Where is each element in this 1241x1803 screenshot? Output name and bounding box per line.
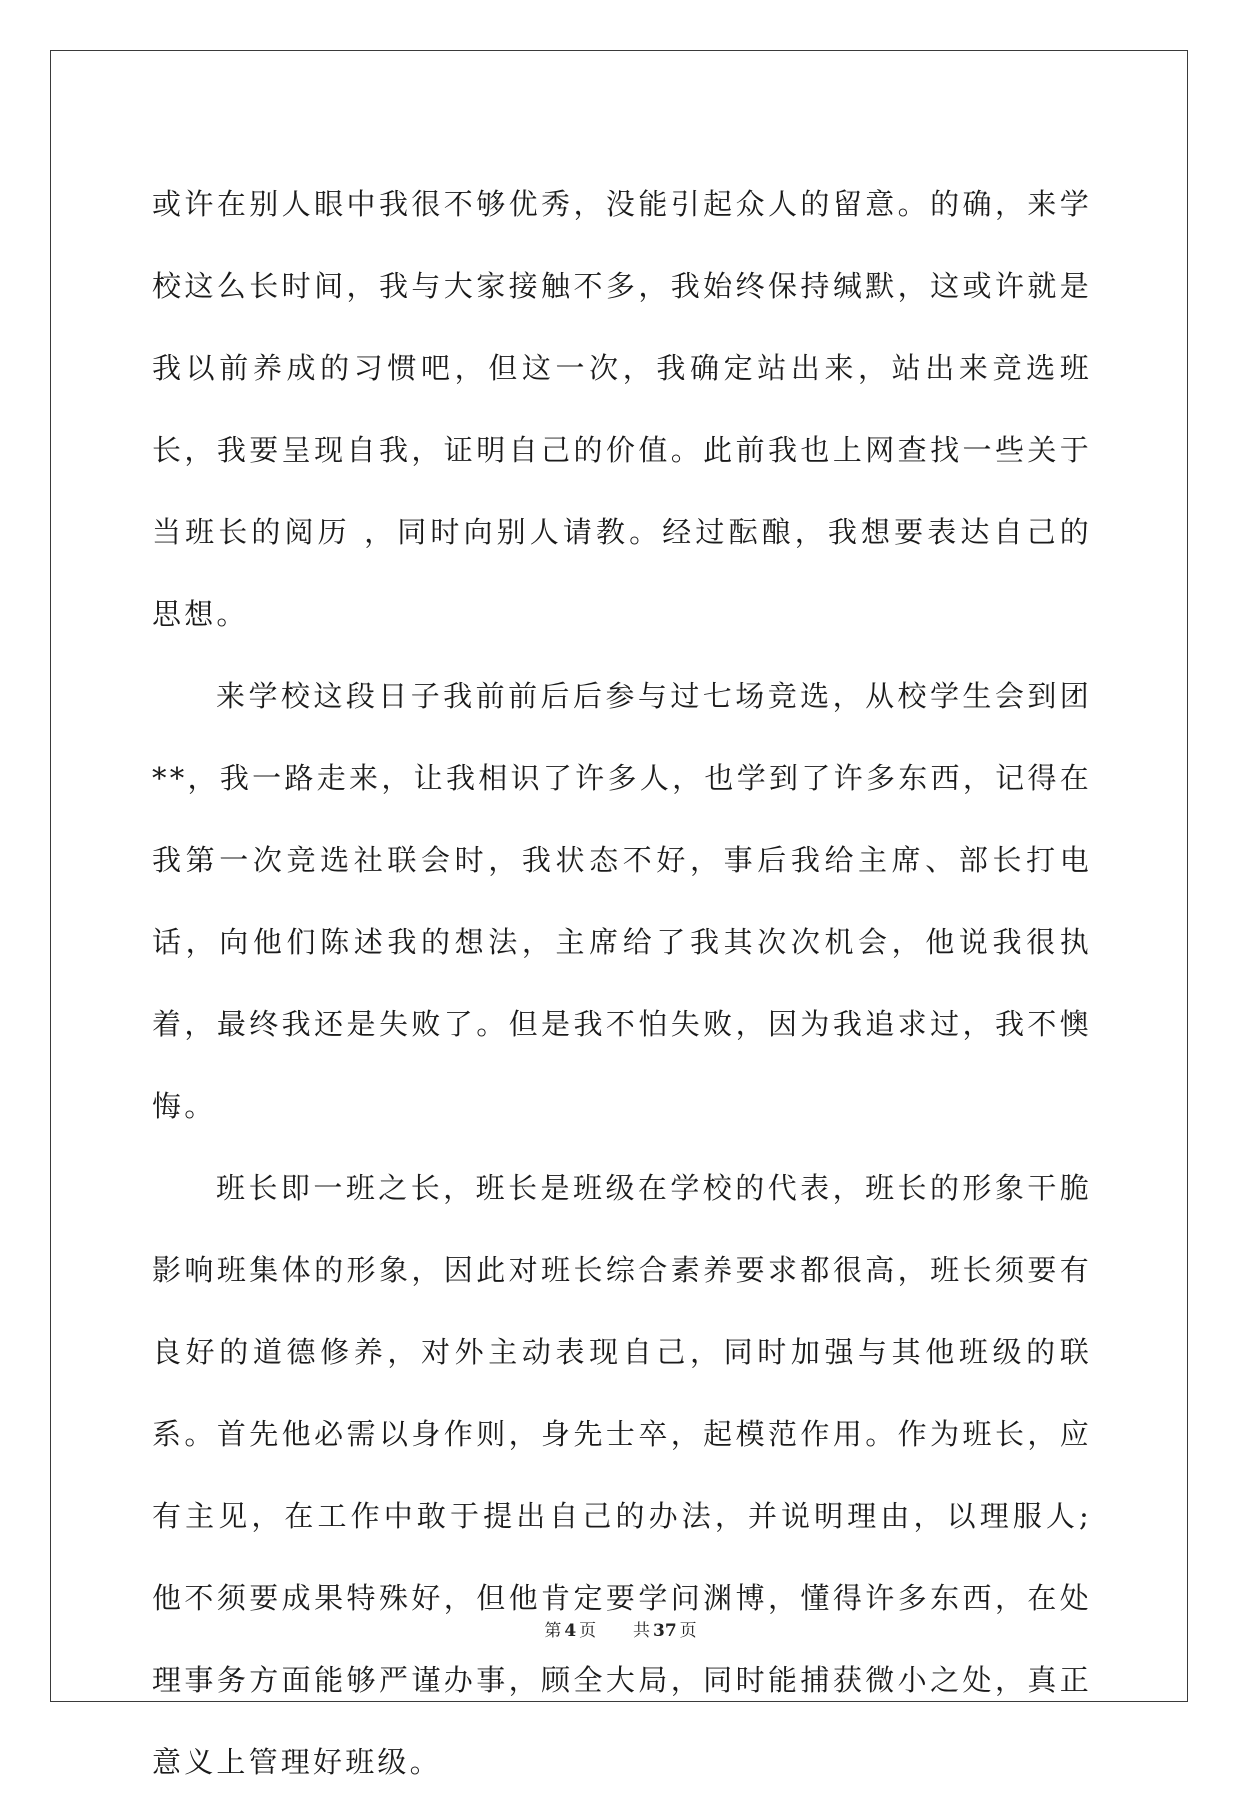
total-suffix: 页: [679, 1621, 697, 1641]
total-pages: 37: [652, 1621, 677, 1641]
document-body: [152, 163, 1092, 1803]
total-prefix: 共: [632, 1621, 650, 1641]
page-footer: [0, 1616, 1241, 1641]
paragraph-3: 班长即一班之长，班长是班级在学校的代表，班长的形象干脆影响班集体的形象，因此对班长综合素养要求都很高，班长须要有良好的道德修养，对外主动表现自己，同时加强与其他班级的联系。首先他必需以身作则，身先士卒，起模范作用。作为班长，应有主见，在工作中敢于提出自己的办法，并说明理由，以理服人;他不须要成果特殊好，但他肯定要学问渊博，懂得许多东西，在处理事务方面能够严谨办事，顾全大局，同时能捕获微小之处，真正意义上管理好班级。: [152, 1171, 1092, 1779]
page-label-suffix: 页: [579, 1621, 597, 1641]
paragraph-2: 来学校这段日子我前前后后参与过七场竞选，从校学生会到团**，我一路走来，让我相识了许多人，也学到了许多东西，记得在我第一次竞选社联会时，我状态不好，事后我给主席、部长打电话，向他们陈述我的想法，主席给了我其次次机会，他说我很执着，最终我还是失败了。但是我不怕失败，因为我追求过，我不懊悔。: [152, 679, 1092, 1123]
page-label-prefix: 第: [544, 1621, 562, 1641]
page-number: 4: [564, 1621, 577, 1641]
paragraph-1: 或许在别人眼中我很不够优秀，没能引起众人的留意。的确，来学校这么长时间，我与大家接触不多，我始终保持缄默，这或许就是我以前养成的习惯吧，但这一次，我确定站出来，站出来竞选班长，我要呈现自我，证明自己的价值。此前我也上网查找一些关于当班长的阅历 ，同时向别人请教。经过酝酿，我想要表达自己的思想。: [152, 187, 1092, 631]
